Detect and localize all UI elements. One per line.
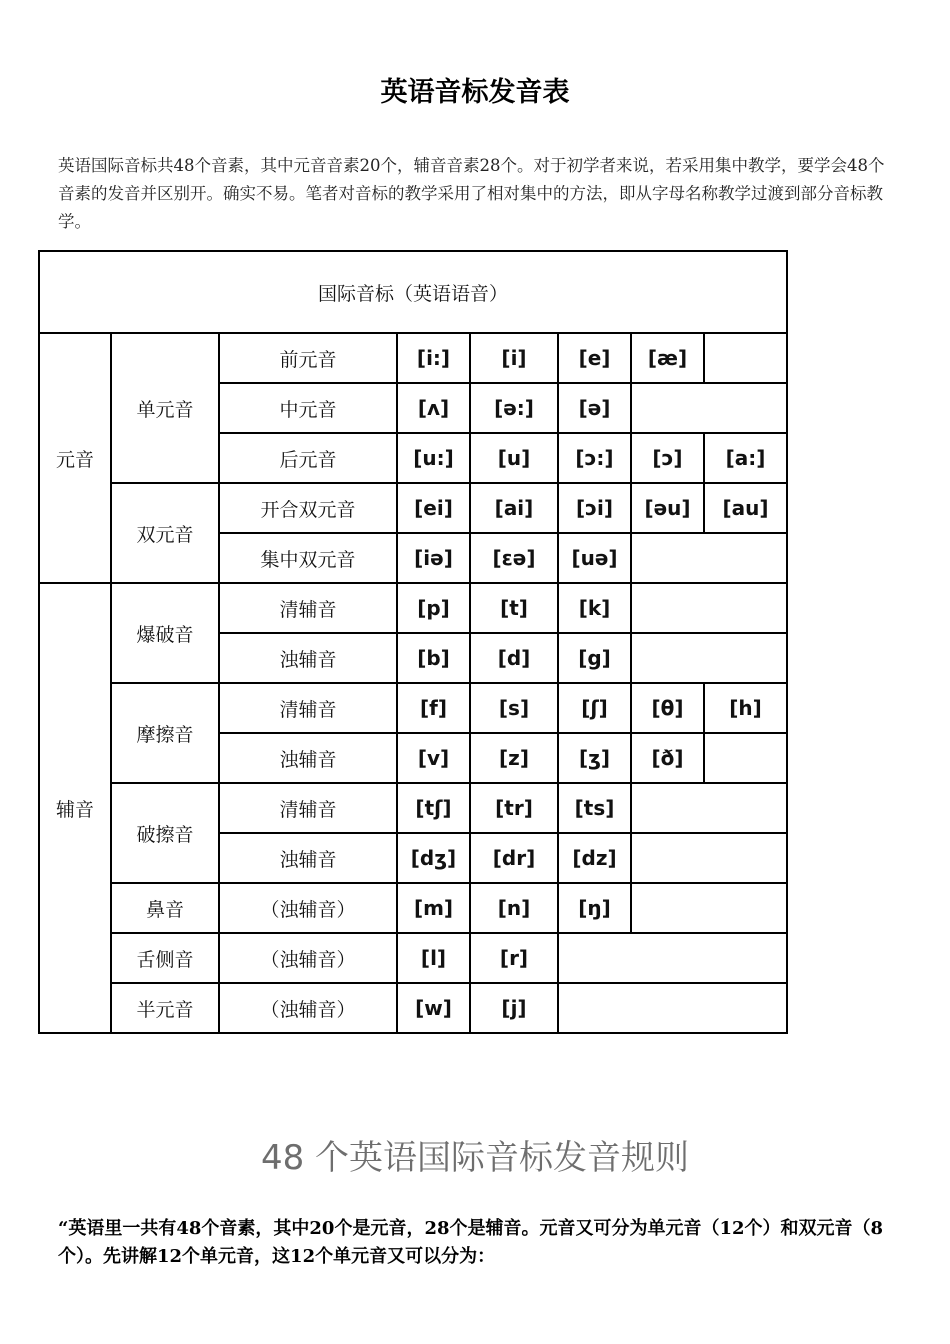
ipa-symbol: [s] xyxy=(470,683,558,733)
intro-paragraph: 英语国际音标共48个音素，其中元音音素20个，辅音音素28个。对于初学者来说，若采用集中教学，要学会48个音素的发音并区别开。确实不易。笔者对音标的教学采用了相对集中的方法，即从字母名称教学过渡到部分音标教学。 xyxy=(58,156,885,231)
ipa-symbol: [i:] xyxy=(397,333,470,383)
ipa-symbol: [b] xyxy=(397,633,470,683)
ipa-symbol: [z] xyxy=(470,733,558,783)
ipa-symbol: [r] xyxy=(470,933,558,983)
voiced-label: 浊辅音 xyxy=(219,833,397,883)
closing-diphthong-label: 开合双元音 xyxy=(219,483,397,533)
table-row xyxy=(39,583,787,633)
ipa-symbol: [n] xyxy=(470,883,558,933)
central-vowel-label: 中元音 xyxy=(219,383,397,433)
ipa-symbol: [ai] xyxy=(470,483,558,533)
empty-cell xyxy=(631,883,787,933)
front-vowel-label: 前元音 xyxy=(219,333,397,383)
ipa-symbol: [p] xyxy=(397,583,470,633)
body-paragraph: “英语里一共有48个音素，其中20个是元音，28个是辅音。元音又可分为单元音（12个）和双元音（8个）。先讲解12个单元音，这12个单元音又可以分为： xyxy=(58,1218,884,1267)
empty-cell xyxy=(631,633,787,683)
voiceless-label: 清辅音 xyxy=(219,583,397,633)
ipa-symbol: [ɔ] xyxy=(631,433,704,483)
ipa-symbol: [i] xyxy=(470,333,558,383)
ipa-symbol: [dʒ] xyxy=(397,833,470,883)
table-row xyxy=(39,983,787,1033)
diphthong-label: 双元音 xyxy=(111,483,219,583)
ipa-symbol: [e] xyxy=(558,333,631,383)
table-row xyxy=(39,783,787,833)
empty-cell xyxy=(631,383,787,433)
ipa-symbol: [uə] xyxy=(558,533,631,583)
fricative-label: 摩擦音 xyxy=(111,683,219,783)
ipa-symbol: [h] xyxy=(704,683,787,733)
ipa-symbol: [εə] xyxy=(470,533,558,583)
page-title: 英语音标发音表 xyxy=(380,77,570,108)
ipa-symbol: [θ] xyxy=(631,683,704,733)
ipa-symbol: [tʃ] xyxy=(397,783,470,833)
affricate-label: 破擦音 xyxy=(111,783,219,883)
empty-cell xyxy=(558,933,787,983)
ipa-symbol: [v] xyxy=(397,733,470,783)
ipa-symbol: [l] xyxy=(397,933,470,983)
ipa-symbol: [f] xyxy=(397,683,470,733)
ipa-symbol: [au] xyxy=(704,483,787,533)
ipa-symbol: [t] xyxy=(470,583,558,633)
ipa-symbol: [ɔ:] xyxy=(558,433,631,483)
ipa-symbol: [u] xyxy=(470,433,558,483)
ipa-symbol: [tr] xyxy=(470,783,558,833)
voiced-kind-label: （浊辅音） xyxy=(219,883,397,933)
ipa-symbol: [w] xyxy=(397,983,470,1033)
ipa-symbol: [æ] xyxy=(631,333,704,383)
table-row xyxy=(39,333,787,383)
ipa-symbol: [ə:] xyxy=(470,383,558,433)
ipa-symbol: [ʌ] xyxy=(397,383,470,433)
voiced-kind-label: （浊辅音） xyxy=(219,933,397,983)
ipa-symbol: [j] xyxy=(470,983,558,1033)
nasal-label: 鼻音 xyxy=(111,883,219,933)
single-vowel-label: 单元音 xyxy=(111,333,219,483)
ipa-symbol: [ɔi] xyxy=(558,483,631,533)
empty-cell xyxy=(631,583,787,633)
empty-cell xyxy=(631,533,787,583)
lateral-label: 舌侧音 xyxy=(111,933,219,983)
empty-cell xyxy=(704,333,787,383)
ipa-symbol: [a:] xyxy=(704,433,787,483)
ipa-symbol: [dz] xyxy=(558,833,631,883)
centring-diphthong-label: 集中双元音 xyxy=(219,533,397,583)
consonant-label: 辅音 xyxy=(39,583,111,1033)
ipa-symbol: [ə] xyxy=(558,383,631,433)
back-vowel-label: 后元音 xyxy=(219,433,397,483)
voiceless-label: 清辅音 xyxy=(219,783,397,833)
voiced-label: 浊辅音 xyxy=(219,733,397,783)
ipa-symbol: [iə] xyxy=(397,533,470,583)
ipa-symbol: [ei] xyxy=(397,483,470,533)
semivowel-label: 半元音 xyxy=(111,983,219,1033)
ipa-symbol: [ð] xyxy=(631,733,704,783)
ipa-symbol: [dr] xyxy=(470,833,558,883)
section-title: 48 个英语国际音标发音规则 xyxy=(260,1138,690,1178)
vowel-label: 元音 xyxy=(39,333,111,583)
table-row xyxy=(39,683,787,733)
ipa-symbol: [k] xyxy=(558,583,631,633)
voiceless-label: 清辅音 xyxy=(219,683,397,733)
ipa-symbol: [ts] xyxy=(558,783,631,833)
ipa-symbol: [ʒ] xyxy=(558,733,631,783)
voiced-label: 浊辅音 xyxy=(219,633,397,683)
ipa-symbol: [m] xyxy=(397,883,470,933)
table-row xyxy=(39,933,787,983)
ipa-symbol: [ʃ] xyxy=(558,683,631,733)
empty-cell xyxy=(631,833,787,883)
empty-cell xyxy=(631,783,787,833)
ipa-symbol: [ŋ] xyxy=(558,883,631,933)
ipa-symbol: [g] xyxy=(558,633,631,683)
ipa-table xyxy=(38,250,788,1034)
voiced-kind-label: （浊辅音） xyxy=(219,983,397,1033)
ipa-symbol: [əu] xyxy=(631,483,704,533)
table-row xyxy=(39,483,787,533)
ipa-symbol: [d] xyxy=(470,633,558,683)
empty-cell xyxy=(704,733,787,783)
plosive-label: 爆破音 xyxy=(111,583,219,683)
table-header: 国际音标（英语语音） xyxy=(39,251,787,333)
ipa-symbol: [u:] xyxy=(397,433,470,483)
empty-cell xyxy=(558,983,787,1033)
table-row xyxy=(39,883,787,933)
